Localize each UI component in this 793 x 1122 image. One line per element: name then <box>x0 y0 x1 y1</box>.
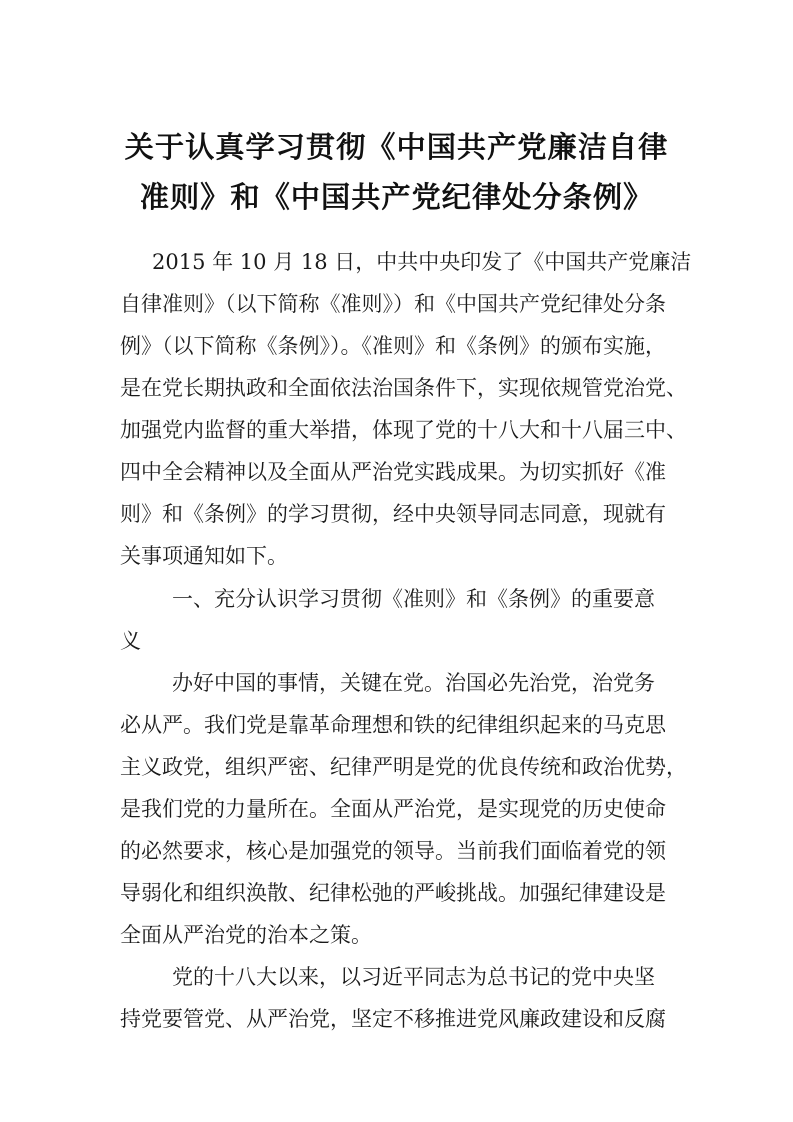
body-line: 是我们党的力量所在。全面从严治党，是实现党的历史使命 <box>120 797 666 821</box>
section-heading-line: 义 <box>120 629 141 653</box>
document-title-line-2: 准则》和《中国共产党纪律处分条例》 <box>139 180 654 214</box>
section-heading-line: 一、充分认识学习贯彻《准则》和《条例》的重要意 <box>172 587 655 611</box>
body-line: 是在党长期执政和全面依法治国条件下，实现依规管党治党、 <box>120 376 687 400</box>
body-line: 加强党内监督的重大举措，体现了党的十八大和十八届三中、 <box>120 418 687 442</box>
document-title-line-1: 关于认真学习贯彻《中国共产党廉洁自律 <box>124 130 669 164</box>
body-line: 办好中国的事情，关键在党。治国必先治党，治党务 <box>172 671 655 695</box>
body-line: 全面从严治党的治本之策。 <box>120 923 372 947</box>
body-line: 例》（以下简称《条例》）。《准则》和《条例》的颁布实施， <box>120 334 666 358</box>
body-line: 主义政党，组织严密、纪律严明是党的优良传统和政治优势， <box>120 755 687 779</box>
body-line: 导弱化和组织涣散、纪律松弛的严峻挑战。加强纪律建设是 <box>120 881 666 905</box>
body-line: 持党要管党、从严治党，坚定不移推进党风廉政建设和反腐 <box>120 1007 666 1031</box>
body-line: 自律准则》（以下简称《准则》）和《中国共产党纪律处分条 <box>120 292 666 316</box>
body-line: 四中全会精神以及全面从严治党实践成果。为切实抓好《准 <box>120 460 666 484</box>
body-line: 则》和《条例》的学习贯彻，经中央领导同志同意，现就有 <box>120 502 666 526</box>
body-line: 关事项通知如下。 <box>120 544 288 568</box>
body-line: 2015 年 10 月 18 日，中共中央印发了《中国共产党廉洁 <box>152 250 692 274</box>
body-line: 党的十八大以来，以习近平同志为总书记的党中央坚 <box>172 965 655 989</box>
body-line: 必从严。我们党是靠革命理想和铁的纪律组织起来的马克思 <box>120 713 666 737</box>
body-line: 的必然要求，核心是加强党的领导。当前我们面临着党的领 <box>120 839 666 863</box>
